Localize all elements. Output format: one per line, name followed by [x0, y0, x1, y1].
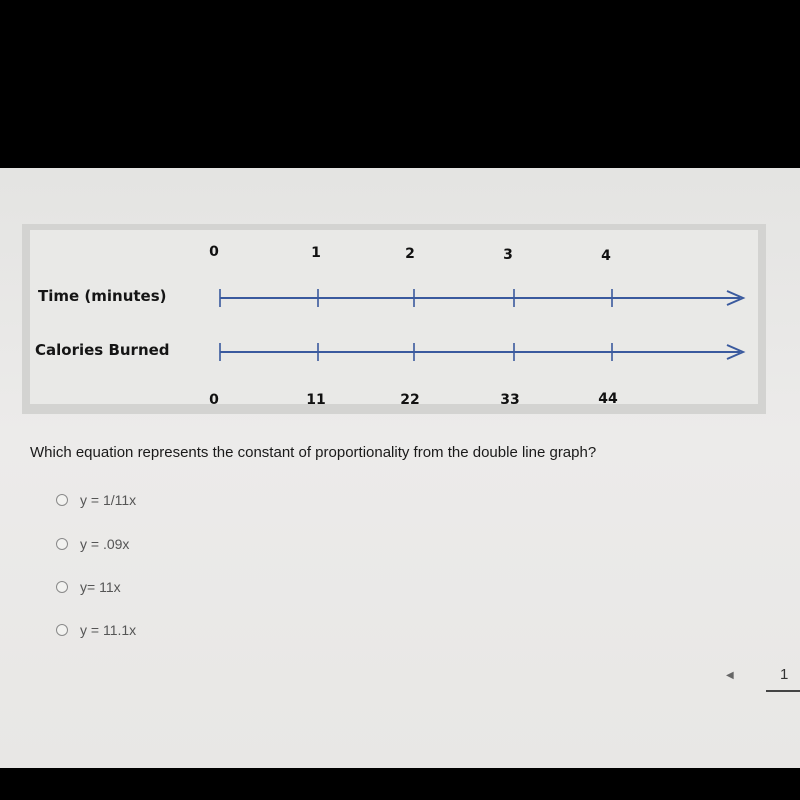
calories-tick-label: 11 [306, 392, 326, 404]
radio-button[interactable] [56, 581, 68, 593]
double-number-line-graph [30, 230, 758, 404]
time-tick-label: 4 [601, 248, 611, 264]
answer-option-label: y= 11x [80, 579, 121, 595]
calories-tick-label: 33 [500, 392, 520, 404]
time-tick-label: 0 [209, 244, 219, 260]
radio-button[interactable] [56, 494, 68, 506]
time-row-label: Time (minutes) [38, 287, 167, 305]
answer-option[interactable] [56, 577, 121, 597]
current-page-indicator [766, 690, 800, 692]
time-tick-label: 3 [503, 247, 513, 263]
quiz-screen [0, 168, 800, 768]
answer-option[interactable] [56, 534, 129, 554]
question-text: Which equation represents the constant of proportionality from the double line graph? [30, 444, 597, 461]
calories-row-label: Calories Burned [35, 341, 170, 359]
answer-option-label: y = .09x [80, 536, 130, 552]
answer-option-label: y = 1/11x [80, 492, 137, 508]
calories-tick-label: 22 [400, 392, 420, 404]
calories-tick-label: 44 [598, 391, 618, 404]
calories-tick-label: 0 [209, 392, 219, 404]
radio-button[interactable] [56, 624, 68, 636]
left-arrow-icon[interactable]: ◀ [726, 670, 734, 681]
time-tick-label: 1 [311, 245, 321, 261]
answer-option[interactable] [56, 620, 136, 640]
page-number[interactable]: 1 [780, 666, 789, 683]
time-tick-label: 2 [405, 246, 415, 262]
radio-button[interactable] [56, 538, 68, 550]
pagination [722, 664, 800, 694]
answer-option[interactable] [56, 490, 136, 510]
double-number-line-panel [30, 230, 758, 404]
answer-option-label: y = 11.1x [80, 622, 137, 638]
double-number-line-card [22, 224, 766, 414]
